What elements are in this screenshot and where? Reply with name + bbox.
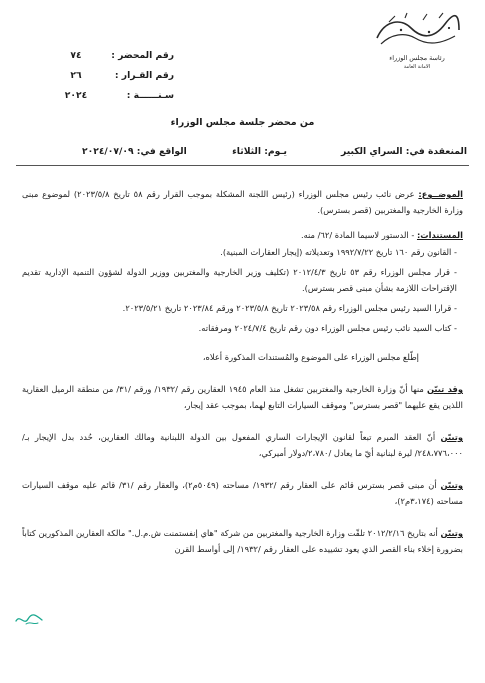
header-divider bbox=[16, 165, 469, 166]
record-meta bbox=[62, 50, 174, 110]
office-name: رئاسة مجلس الوزراء bbox=[389, 54, 445, 62]
list-item: - قرارا السيد رئيس مجلس الوزراء رقم ٢٠٢٣/٥٨ تاريخ ٢٠٢٣/٥/٨ ورقم ٢٠٢٣/٨٤ تاريخ ٢٠٢٣/٥/٢١. bbox=[22, 300, 457, 316]
list-item: - القانون رقم ١٦٠ تاريخ ١٩٩٢/٧/٢٢ وتعديلاته (إيجار العقارات المبنية). bbox=[22, 244, 457, 260]
list-item: - قرار مجلس الوزراء رقم ٥٣ تاريخ ٢٠١٢/٤/٣ (تكليف وزير الخارجية والمغتربين ووزير الدولة لشؤون التنمية الإدارية تقديم الإقتراحات اللازمة بشأن مبنى قصر بسترس). bbox=[22, 264, 457, 296]
documents-label: المستندات: bbox=[416, 230, 463, 240]
finding-lead: وتبيّن bbox=[440, 528, 463, 538]
decision-number-value: ٢٦ bbox=[70, 70, 82, 81]
department-name: الامانة العامة bbox=[403, 64, 431, 70]
finding-text: أن مبنى قصر بسترس قائم على العقار رقم /١٩٣٢/ مساحته (٥٠٤٩م٢)، والعقار رقم /٣١/ قائم عليه موقف السيارات مساحته (٣،١٧٤م٢)، bbox=[22, 480, 463, 506]
finding-text: أنّ العقد المبرم تبعاً لقانون الإيجارات الساري المفعول بين الدولة اللبنانية ومالك العقارين، حُدد بدل الإيجار بـ/٢٤٨،٧٧٦،٠٠٠/ ليرة لبنانية أيّ ما يعادل /٢،٧٨٠/دولار أميركي، bbox=[22, 432, 463, 458]
document-body bbox=[22, 186, 463, 557]
list-item: - كتاب السيد نائب رئيس مجلس الوزراء دون رقم تاريخ ٢٠٢٤/٧/٤ ومرفقاته. bbox=[22, 320, 457, 336]
document-subtitle: من محضر جلسة مجلس الوزراء bbox=[170, 117, 315, 128]
minutes-number-value: ٧٤ bbox=[70, 50, 82, 61]
session-info bbox=[18, 146, 467, 162]
letterhead bbox=[371, 10, 463, 71]
review-paragraph: إطّلع مجلس الوزراء على الموضوع والمُستندات المذكورة أعلاه، bbox=[202, 352, 419, 362]
finding-paragraph-2 bbox=[22, 429, 463, 461]
decision-number-label: رقم القـرار : bbox=[114, 70, 174, 81]
finding-paragraph-3 bbox=[22, 477, 463, 509]
finding-text: أنه بتاريخ ٢٠١٢/٢/١٦ تلقّت وزارة الخارجية والمغتربين من شركة "هاي إنفستمنت ش.م.ل." مالكة العقارين المذكورين كتاباً بضرورة إخلاء بناء القصر الذي يعود تشييده على العقار رقم /١٩٣٢/ إلى أواسط القرن bbox=[22, 528, 463, 554]
session-place: المنعقدة في: السراي الكبير bbox=[340, 146, 467, 157]
subject-text: عرض نائب رئيس مجلس الوزراء (رئيس اللجنة المشكلة بموجب القرار رقم ٥٨ تاريخ ٢٠٢٣/٥/٨) لموضوع مبنى وزارة الخارجية والمغتربين (قصر بسترس). bbox=[22, 189, 463, 215]
finding-lead: وقد تبيّن bbox=[426, 384, 463, 394]
subject-paragraph bbox=[22, 186, 463, 218]
finding-paragraph-4 bbox=[22, 525, 463, 557]
year-value: ٢٠٢٤ bbox=[64, 90, 88, 101]
republic-emblem-icon bbox=[371, 10, 463, 50]
documents-paragraph bbox=[22, 227, 463, 243]
finding-lead: وتبيّن bbox=[440, 432, 463, 442]
decision-number-row bbox=[62, 70, 174, 90]
session-day: يـوم: الثلاثاء bbox=[232, 146, 287, 157]
year-label: سـنــــــة : bbox=[126, 90, 174, 101]
documents-list bbox=[22, 244, 463, 336]
minutes-number-label: رقم المحضر : bbox=[111, 50, 174, 61]
subject-label: الموضــوع: bbox=[418, 189, 463, 199]
year-row bbox=[62, 90, 174, 110]
minutes-number-row bbox=[62, 50, 174, 70]
handwritten-initials-icon bbox=[14, 612, 44, 628]
finding-paragraph-1 bbox=[22, 381, 463, 413]
finding-lead: وتبيّن bbox=[440, 480, 463, 490]
finding-text: منها أنّ وزارة الخارجية والمغتربين تشغل منذ العام ١٩٤٥ العقارين رقم /١٩٣٢/ ورقم /٣١/ من منطقة الرميل العقارية اللذين يقع عليهما "قصر بسترس" وموقف السيارات التابع لهما، بموجب عقد إيجار، bbox=[22, 384, 463, 410]
documents-intro: - الدستور لاسيما المادة /٦٢/ منه. bbox=[300, 230, 417, 240]
session-date: الواقع في: ٢٠٢٤/٠٧/٠٩ bbox=[82, 146, 187, 157]
